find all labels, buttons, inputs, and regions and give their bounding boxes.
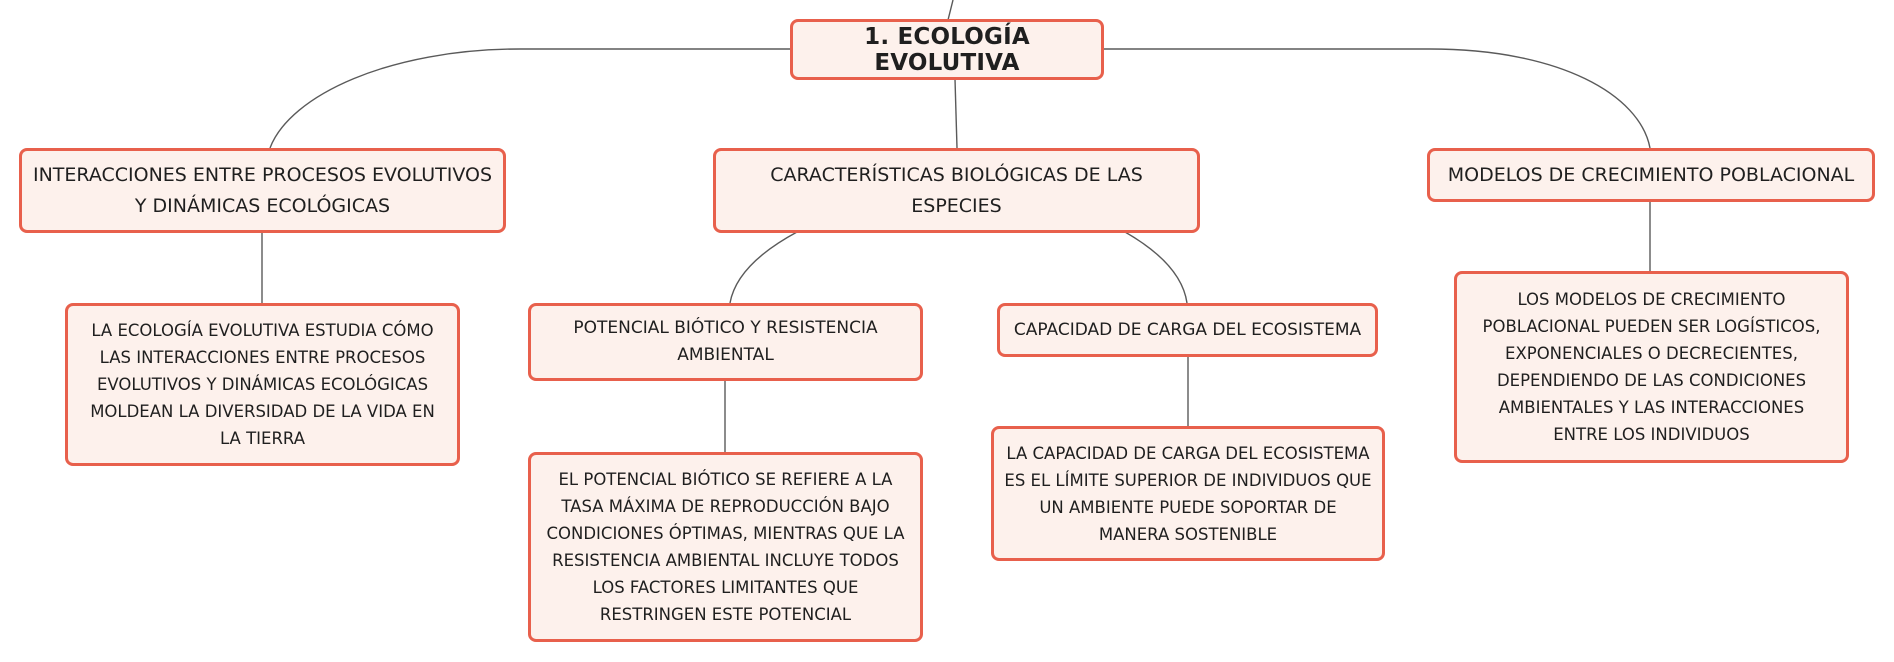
- node-capacidad-detail-text: LA CAPACIDAD DE CARGA DEL ECOSISTEMA ES EL LÍMITE SUPERIOR DE INDIVIDUOS QUE UN AMBIENTE PUEDE SOPORTAR DE MANERA SOSTENIBLE: [1004, 443, 1372, 544]
- node-caracteristicas[interactable]: [713, 148, 1200, 233]
- node-capacidad-detail[interactable]: [991, 426, 1385, 561]
- node-caracteristicas-label: CARACTERÍSTICAS BIOLÓGICAS DE LAS ESPECIES: [770, 163, 1143, 217]
- connector-root-to-interacciones: [270, 49, 792, 148]
- node-potencial-detail[interactable]: [528, 452, 923, 642]
- node-potencial-detail-text: EL POTENCIAL BIÓTICO SE REFIERE A LA TASA MÁXIMA DE REPRODUCCIÓN BAJO CONDICIONES ÓPTIMAS, MIENTRAS QUE LA RESISTENCIA AMBIENTAL INCLUYE TODOS LOS FACTORES LIMITANTES QUE RESTRINGEN ESTE POTENCIAL: [546, 470, 905, 624]
- node-interacciones[interactable]: [19, 148, 506, 233]
- node-capacidad-label: CAPACIDAD DE CARGA DEL ECOSISTEMA: [1013, 319, 1362, 340]
- connector-root-to-caracteristicas: [955, 79, 957, 148]
- connector-caracteristicas-to-potencial: [730, 232, 797, 303]
- node-modelos-label: MODELOS DE CRECIMIENTO POBLACIONAL: [1447, 163, 1855, 186]
- node-modelos-detail[interactable]: [1454, 271, 1849, 463]
- connector-root-to-modelos: [1103, 49, 1650, 148]
- node-potencial[interactable]: [528, 303, 923, 381]
- node-interacciones-label: INTERACCIONES ENTRE PROCESOS EVOLUTIVOS Y DINÁMICAS ECOLÓGICAS: [32, 163, 493, 217]
- node-interacciones-detail[interactable]: [65, 303, 460, 466]
- node-root[interactable]: [790, 19, 1104, 80]
- node-capacidad[interactable]: [997, 303, 1378, 357]
- connector-caracteristicas-to-capacidad: [1125, 232, 1187, 303]
- node-modelos-detail-text: LOS MODELOS DE CRECIMIENTO POBLACIONAL PUEDEN SER LOGÍSTICOS, EXPONENCIALES O DECRECIENTES, DEPENDIENDO DE LAS CONDICIONES AMBIENTALES Y LAS INTERACCIONES ENTRE LOS INDIVIDUOS: [1482, 290, 1821, 444]
- node-potencial-label: POTENCIAL BIÓTICO Y RESISTENCIA AMBIENTAL: [573, 318, 878, 365]
- node-root-label: 1. ECOLOGÍA EVOLUTIVA: [864, 23, 1030, 76]
- node-interacciones-detail-text: LA ECOLOGÍA EVOLUTIVA ESTUDIA CÓMO LAS INTERACCIONES ENTRE PROCESOS EVOLUTIVOS Y DINÁMICAS ECOLÓGICAS MOLDEAN LA DIVERSIDAD DE LA VIDA EN LA TIERRA: [90, 321, 435, 448]
- connector-root-parent: [948, 0, 953, 20]
- node-modelos[interactable]: [1427, 148, 1875, 202]
